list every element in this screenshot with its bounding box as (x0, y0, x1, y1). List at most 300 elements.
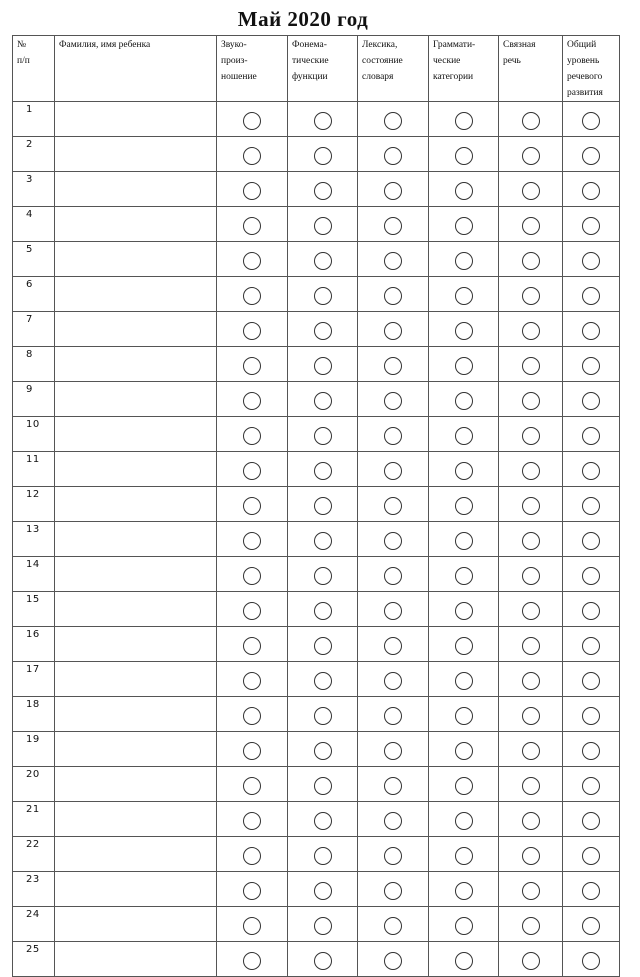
vocabulary-circle[interactable] (384, 392, 402, 410)
connected-speech-cell (499, 102, 563, 137)
connected-speech-circle[interactable] (522, 112, 540, 130)
phonemic-functions-circle[interactable] (314, 112, 332, 130)
sound-pronunciation-circle[interactable] (243, 917, 261, 935)
row-number: 11 (13, 452, 55, 487)
phonemic-functions-circle[interactable] (314, 707, 332, 725)
sound-pronunciation-cell (217, 172, 288, 207)
grammar-circle[interactable] (455, 637, 473, 655)
grammar-cell (429, 312, 499, 347)
phonemic-functions-cell (288, 732, 358, 767)
connected-speech-circle[interactable] (522, 637, 540, 655)
speech-assessment-table (12, 35, 620, 977)
connected-speech-circle[interactable] (522, 707, 540, 725)
connected-speech-cell (499, 347, 563, 382)
overall-level-cell (563, 907, 620, 942)
table-row (13, 382, 620, 417)
connected-speech-circle[interactable] (522, 392, 540, 410)
table-row (13, 417, 620, 452)
vocabulary-circle[interactable] (384, 602, 402, 620)
child-name-cell[interactable] (55, 172, 217, 207)
vocabulary-cell (358, 382, 429, 417)
grammar-circle[interactable] (455, 217, 473, 235)
sound-pronunciation-circle[interactable] (243, 532, 261, 550)
grammar-cell (429, 277, 499, 312)
sound-pronunciation-cell (217, 242, 288, 277)
sound-pronunciation-circle[interactable] (243, 742, 261, 760)
overall-level-circle[interactable] (582, 917, 600, 935)
grammar-cell (429, 942, 499, 977)
overall-level-circle[interactable] (582, 532, 600, 550)
vocabulary-circle[interactable] (384, 637, 402, 655)
child-name-cell[interactable] (55, 592, 217, 627)
phonemic-functions-circle[interactable] (314, 217, 332, 235)
table-row (13, 732, 620, 767)
grammar-cell (429, 382, 499, 417)
connected-speech-circle[interactable] (522, 147, 540, 165)
overall-level-cell (563, 942, 620, 977)
child-name-cell[interactable] (55, 767, 217, 802)
child-name-cell[interactable] (55, 487, 217, 522)
grammar-circle[interactable] (455, 672, 473, 690)
vocabulary-cell (358, 312, 429, 347)
vocabulary-cell (358, 487, 429, 522)
overall-level-circle[interactable] (582, 567, 600, 585)
grammar-circle[interactable] (455, 147, 473, 165)
sound-pronunciation-circle[interactable] (243, 952, 261, 970)
table-row (13, 837, 620, 872)
header-child-name: Фамилия, имя ребенка (55, 36, 217, 102)
row-number: 15 (13, 592, 55, 627)
grammar-circle[interactable] (455, 882, 473, 900)
phonemic-functions-circle[interactable] (314, 567, 332, 585)
phonemic-functions-circle[interactable] (314, 497, 332, 515)
phonemic-functions-circle[interactable] (314, 882, 332, 900)
overall-level-cell (563, 802, 620, 837)
grammar-cell (429, 837, 499, 872)
connected-speech-cell (499, 837, 563, 872)
connected-speech-cell (499, 662, 563, 697)
phonemic-functions-circle[interactable] (314, 672, 332, 690)
vocabulary-circle[interactable] (384, 777, 402, 795)
phonemic-functions-circle[interactable] (314, 602, 332, 620)
overall-level-cell (563, 137, 620, 172)
table-row (13, 697, 620, 732)
overall-level-cell (563, 557, 620, 592)
sound-pronunciation-circle[interactable] (243, 322, 261, 340)
phonemic-functions-cell (288, 172, 358, 207)
phonemic-functions-cell (288, 487, 358, 522)
child-name-cell[interactable] (55, 137, 217, 172)
sound-pronunciation-circle[interactable] (243, 602, 261, 620)
vocabulary-cell (358, 417, 429, 452)
connected-speech-cell (499, 137, 563, 172)
connected-speech-circle[interactable] (522, 532, 540, 550)
grammar-circle[interactable] (455, 952, 473, 970)
phonemic-functions-cell (288, 627, 358, 662)
vocabulary-cell (358, 732, 429, 767)
phonemic-functions-circle[interactable] (314, 532, 332, 550)
phonemic-functions-circle[interactable] (314, 392, 332, 410)
overall-level-circle[interactable] (582, 112, 600, 130)
vocabulary-circle[interactable] (384, 812, 402, 830)
vocabulary-circle[interactable] (384, 182, 402, 200)
phonemic-functions-circle[interactable] (314, 812, 332, 830)
child-name-cell[interactable] (55, 312, 217, 347)
overall-level-circle[interactable] (582, 777, 600, 795)
child-name-cell[interactable] (55, 347, 217, 382)
phonemic-functions-cell (288, 102, 358, 137)
child-name-cell[interactable] (55, 662, 217, 697)
table-row (13, 172, 620, 207)
overall-level-cell (563, 697, 620, 732)
overall-level-cell (563, 487, 620, 522)
vocabulary-cell (358, 662, 429, 697)
child-name-cell[interactable] (55, 872, 217, 907)
child-name-cell[interactable] (55, 732, 217, 767)
sound-pronunciation-circle[interactable] (243, 182, 261, 200)
sound-pronunciation-cell (217, 837, 288, 872)
grammar-circle[interactable] (455, 602, 473, 620)
connected-speech-circle[interactable] (522, 882, 540, 900)
phonemic-functions-cell (288, 942, 358, 977)
vocabulary-circle[interactable] (384, 427, 402, 445)
grammar-circle[interactable] (455, 497, 473, 515)
phonemic-functions-circle[interactable] (314, 322, 332, 340)
sound-pronunciation-circle[interactable] (243, 497, 261, 515)
connected-speech-cell (499, 172, 563, 207)
header-vocabulary: Лексика, состояние словаря (358, 36, 429, 102)
vocabulary-circle[interactable] (384, 462, 402, 480)
row-number: 13 (13, 522, 55, 557)
overall-level-cell (563, 522, 620, 557)
sound-pronunciation-circle[interactable] (243, 672, 261, 690)
vocabulary-cell (358, 837, 429, 872)
table-row (13, 242, 620, 277)
sound-pronunciation-circle[interactable] (243, 847, 261, 865)
grammar-circle[interactable] (455, 742, 473, 760)
grammar-circle[interactable] (455, 357, 473, 375)
sound-pronunciation-cell (217, 732, 288, 767)
grammar-circle[interactable] (455, 707, 473, 725)
vocabulary-circle[interactable] (384, 882, 402, 900)
child-name-cell[interactable] (55, 102, 217, 137)
connected-speech-cell (499, 907, 563, 942)
phonemic-functions-circle[interactable] (314, 147, 332, 165)
vocabulary-circle[interactable] (384, 707, 402, 725)
sound-pronunciation-circle[interactable] (243, 217, 261, 235)
overall-level-circle[interactable] (582, 812, 600, 830)
sound-pronunciation-circle[interactable] (243, 287, 261, 305)
row-number: 8 (13, 347, 55, 382)
child-name-cell[interactable] (55, 522, 217, 557)
phonemic-functions-cell (288, 557, 358, 592)
phonemic-functions-circle[interactable] (314, 742, 332, 760)
connected-speech-cell (499, 452, 563, 487)
vocabulary-circle[interactable] (384, 847, 402, 865)
phonemic-functions-circle[interactable] (314, 952, 332, 970)
overall-level-circle[interactable] (582, 637, 600, 655)
table-row (13, 557, 620, 592)
phonemic-functions-cell (288, 662, 358, 697)
vocabulary-circle[interactable] (384, 357, 402, 375)
child-name-cell[interactable] (55, 382, 217, 417)
overall-level-circle[interactable] (582, 322, 600, 340)
grammar-cell (429, 592, 499, 627)
overall-level-cell (563, 172, 620, 207)
header-number: № п/п (13, 36, 55, 102)
grammar-circle[interactable] (455, 392, 473, 410)
connected-speech-circle[interactable] (522, 777, 540, 795)
sound-pronunciation-circle[interactable] (243, 357, 261, 375)
sound-pronunciation-cell (217, 347, 288, 382)
connected-speech-circle[interactable] (522, 182, 540, 200)
connected-speech-cell (499, 277, 563, 312)
overall-level-circle[interactable] (582, 952, 600, 970)
connected-speech-circle[interactable] (522, 357, 540, 375)
vocabulary-cell (358, 102, 429, 137)
vocabulary-circle[interactable] (384, 567, 402, 585)
table-row (13, 522, 620, 557)
child-name-cell[interactable] (55, 802, 217, 837)
sound-pronunciation-circle[interactable] (243, 812, 261, 830)
connected-speech-cell (499, 732, 563, 767)
sound-pronunciation-circle[interactable] (243, 147, 261, 165)
grammar-circle[interactable] (455, 812, 473, 830)
vocabulary-cell (358, 557, 429, 592)
overall-level-circle[interactable] (582, 742, 600, 760)
row-number: 10 (13, 417, 55, 452)
vocabulary-circle[interactable] (384, 112, 402, 130)
connected-speech-cell (499, 557, 563, 592)
table-row (13, 487, 620, 522)
sound-pronunciation-cell (217, 382, 288, 417)
phonemic-functions-cell (288, 277, 358, 312)
grammar-circle[interactable] (455, 567, 473, 585)
row-number: 3 (13, 172, 55, 207)
phonemic-functions-cell (288, 522, 358, 557)
overall-level-circle[interactable] (582, 427, 600, 445)
overall-level-circle[interactable] (582, 847, 600, 865)
grammar-circle[interactable] (455, 462, 473, 480)
vocabulary-circle[interactable] (384, 952, 402, 970)
phonemic-functions-circle[interactable] (314, 637, 332, 655)
sound-pronunciation-circle[interactable] (243, 252, 261, 270)
row-number: 2 (13, 137, 55, 172)
grammar-circle[interactable] (455, 182, 473, 200)
phonemic-functions-circle[interactable] (314, 462, 332, 480)
sound-pronunciation-circle[interactable] (243, 392, 261, 410)
overall-level-circle[interactable] (582, 147, 600, 165)
phonemic-functions-cell (288, 802, 358, 837)
connected-speech-cell (499, 767, 563, 802)
child-name-cell[interactable] (55, 417, 217, 452)
overall-level-circle[interactable] (582, 707, 600, 725)
sound-pronunciation-circle[interactable] (243, 567, 261, 585)
vocabulary-cell (358, 277, 429, 312)
connected-speech-cell (499, 802, 563, 837)
connected-speech-circle[interactable] (522, 672, 540, 690)
row-number: 9 (13, 382, 55, 417)
sound-pronunciation-cell (217, 277, 288, 312)
overall-level-circle[interactable] (582, 497, 600, 515)
phonemic-functions-circle[interactable] (314, 917, 332, 935)
phonemic-functions-circle[interactable] (314, 427, 332, 445)
child-name-cell[interactable] (55, 277, 217, 312)
sound-pronunciation-cell (217, 207, 288, 242)
connected-speech-circle[interactable] (522, 497, 540, 515)
vocabulary-circle[interactable] (384, 147, 402, 165)
phonemic-functions-circle[interactable] (314, 357, 332, 375)
grammar-cell (429, 172, 499, 207)
grammar-circle[interactable] (455, 252, 473, 270)
overall-level-circle[interactable] (582, 287, 600, 305)
phonemic-functions-cell (288, 452, 358, 487)
grammar-circle[interactable] (455, 917, 473, 935)
vocabulary-circle[interactable] (384, 742, 402, 760)
vocabulary-cell (358, 627, 429, 662)
row-number: 20 (13, 767, 55, 802)
connected-speech-circle[interactable] (522, 217, 540, 235)
grammar-circle[interactable] (455, 427, 473, 445)
grammar-circle[interactable] (455, 532, 473, 550)
child-name-cell[interactable] (55, 837, 217, 872)
grammar-cell (429, 207, 499, 242)
child-name-cell[interactable] (55, 627, 217, 662)
table-row (13, 207, 620, 242)
connected-speech-circle[interactable] (522, 812, 540, 830)
overall-level-circle[interactable] (582, 462, 600, 480)
child-name-cell[interactable] (55, 242, 217, 277)
vocabulary-cell (358, 347, 429, 382)
sound-pronunciation-cell (217, 872, 288, 907)
overall-level-circle[interactable] (582, 182, 600, 200)
row-number: 22 (13, 837, 55, 872)
phonemic-functions-cell (288, 872, 358, 907)
phonemic-functions-cell (288, 207, 358, 242)
table-row (13, 942, 620, 977)
vocabulary-cell (358, 242, 429, 277)
table-row (13, 277, 620, 312)
overall-level-cell (563, 767, 620, 802)
sound-pronunciation-cell (217, 662, 288, 697)
grammar-cell (429, 137, 499, 172)
grammar-cell (429, 662, 499, 697)
vocabulary-cell (358, 872, 429, 907)
row-number: 24 (13, 907, 55, 942)
grammar-circle[interactable] (455, 847, 473, 865)
connected-speech-circle[interactable] (522, 602, 540, 620)
phonemic-functions-cell (288, 242, 358, 277)
phonemic-functions-circle[interactable] (314, 252, 332, 270)
row-number: 1 (13, 102, 55, 137)
vocabulary-circle[interactable] (384, 287, 402, 305)
connected-speech-circle[interactable] (522, 847, 540, 865)
connected-speech-circle[interactable] (522, 917, 540, 935)
connected-speech-circle[interactable] (522, 567, 540, 585)
table-row (13, 802, 620, 837)
child-name-cell[interactable] (55, 907, 217, 942)
grammar-circle[interactable] (455, 287, 473, 305)
phonemic-functions-cell (288, 312, 358, 347)
child-name-cell[interactable] (55, 452, 217, 487)
overall-level-cell (563, 417, 620, 452)
sound-pronunciation-cell (217, 767, 288, 802)
grammar-circle[interactable] (455, 112, 473, 130)
connected-speech-circle[interactable] (522, 952, 540, 970)
child-name-cell[interactable] (55, 697, 217, 732)
grammar-cell (429, 242, 499, 277)
phonemic-functions-circle[interactable] (314, 777, 332, 795)
child-name-cell[interactable] (55, 557, 217, 592)
vocabulary-circle[interactable] (384, 917, 402, 935)
table-row (13, 767, 620, 802)
grammar-circle[interactable] (455, 322, 473, 340)
phonemic-functions-cell (288, 767, 358, 802)
connected-speech-circle[interactable] (522, 742, 540, 760)
row-number: 16 (13, 627, 55, 662)
row-number: 23 (13, 872, 55, 907)
connected-speech-circle[interactable] (522, 322, 540, 340)
child-name-cell[interactable] (55, 942, 217, 977)
child-name-cell[interactable] (55, 207, 217, 242)
overall-level-circle[interactable] (582, 672, 600, 690)
sound-pronunciation-circle[interactable] (243, 777, 261, 795)
connected-speech-circle[interactable] (522, 287, 540, 305)
sound-pronunciation-circle[interactable] (243, 112, 261, 130)
overall-level-circle[interactable] (582, 602, 600, 620)
row-number: 4 (13, 207, 55, 242)
sound-pronunciation-circle[interactable] (243, 427, 261, 445)
overall-level-circle[interactable] (582, 392, 600, 410)
overall-level-cell (563, 277, 620, 312)
phonemic-functions-cell (288, 837, 358, 872)
connected-speech-cell (499, 242, 563, 277)
vocabulary-circle[interactable] (384, 497, 402, 515)
grammar-circle[interactable] (455, 777, 473, 795)
grammar-cell (429, 487, 499, 522)
vocabulary-cell (358, 522, 429, 557)
vocabulary-circle[interactable] (384, 532, 402, 550)
grammar-cell (429, 907, 499, 942)
grammar-cell (429, 872, 499, 907)
overall-level-cell (563, 872, 620, 907)
connected-speech-circle[interactable] (522, 427, 540, 445)
connected-speech-circle[interactable] (522, 252, 540, 270)
table-row (13, 662, 620, 697)
overall-level-cell (563, 627, 620, 662)
page-title: Май 2020 год (237, 7, 369, 31)
connected-speech-circle[interactable] (522, 462, 540, 480)
vocabulary-circle[interactable] (384, 217, 402, 235)
overall-level-circle[interactable] (582, 217, 600, 235)
overall-level-circle[interactable] (582, 252, 600, 270)
sound-pronunciation-circle[interactable] (243, 637, 261, 655)
vocabulary-circle[interactable] (384, 322, 402, 340)
phonemic-functions-circle[interactable] (314, 287, 332, 305)
sound-pronunciation-circle[interactable] (243, 882, 261, 900)
sound-pronunciation-cell (217, 907, 288, 942)
row-number: 6 (13, 277, 55, 312)
sound-pronunciation-circle[interactable] (243, 707, 261, 725)
vocabulary-circle[interactable] (384, 252, 402, 270)
phonemic-functions-circle[interactable] (314, 182, 332, 200)
overall-level-circle[interactable] (582, 882, 600, 900)
sound-pronunciation-circle[interactable] (243, 462, 261, 480)
overall-level-cell (563, 732, 620, 767)
vocabulary-circle[interactable] (384, 672, 402, 690)
phonemic-functions-circle[interactable] (314, 847, 332, 865)
overall-level-circle[interactable] (582, 357, 600, 375)
